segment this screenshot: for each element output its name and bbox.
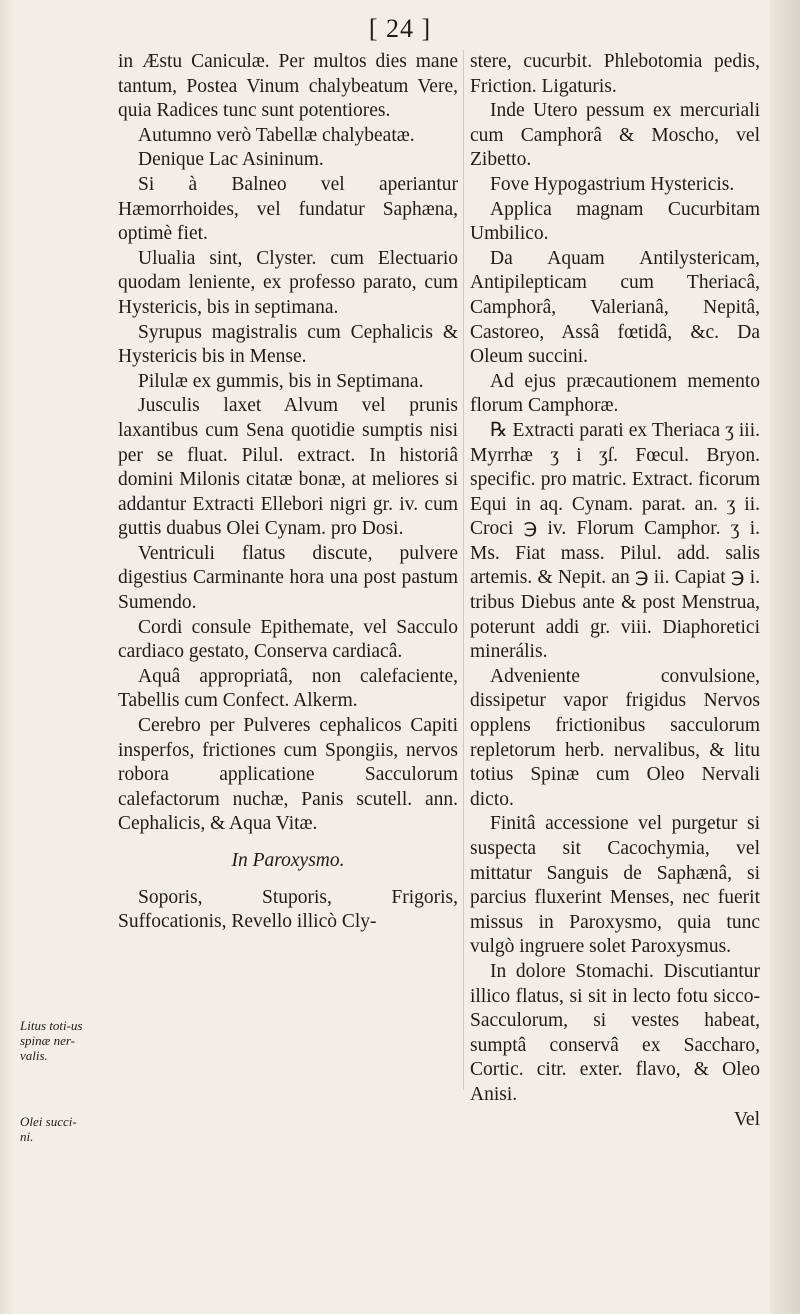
left-column-paragraph: Denique Lac Asininum. [138,149,324,171]
right-column-paragraph: Da Aquam Antilystericam, Antipilepticam cum Theriacâ, Camphorâ, Valerianâ, Nepitâ, Castoreo, Assâ fœtidâ, &c. Da Oleum succini. [470,247,760,368]
right-column-paragraph: ℞ Extracti parati ex Theriaca ʒ iii. Myrrhæ ʒ i ʒſ. Fœcul. Bryon. specific. pro matric. Extract. ficorum Equi in aq. Cynam. parat. an. ʒ ii. Croci ℈ iv. Florum Camphor. ʒ i. Ms. Fiat mass. Pilul. add. salis artemis. & Nepit. an ℈ ii. Capiat ℈ i. tribus Diebus ante & post Menstrua, poterunt addi gr. viii. Diaphoretici minerális. [470,419,760,663]
left-column-paragraph: Soporis, Stuporis, Frigoris, Suffocationis, Revello illicò Cly- [118,886,458,933]
right-column-paragraph: Applica magnam Cucurbitam Umbilico. [470,198,760,245]
left-column-paragraph: Jusculis laxet Alvum vel prunis laxantibus cum Sena quotidie sumptis nisi per se fluat. Pilul. extract. In historiâ domini Milonis citatæ bonæ, at meliores si addantur Extracti Ellebori nigri gr. iv. cum guttis duabus Olei Cynam. pro Dosi. [118,395,458,540]
right-column-paragraph: In dolore Stomachi. Discutiantur illico flatus, si sit in lecto fotu sicco-Sacculorum, si vestes habeat, sumptâ conservâ ex Saccharo, Cortic. citr. exter. flavo, & Oleo Anisi. [470,960,760,1105]
right-column-paragraph: Vel [734,1108,760,1130]
page-gutter [0,0,14,1314]
left-column-paragraph: Ulualia sint, Clyster. cum Electuario quodam leniente, ex professo parato, cum Hystericis, bis in septimana. [118,247,458,318]
column-divider [463,50,464,1090]
right-column-paragraph: Finitâ accessione vel purgetur si suspecta sit Cacochymia, vel mittatur Sanguis de Saphænâ, si parcius fluxerint Menses, nec fuerit missus in Paroxysmo, quia tunc vulgò ingruere solet Paroxysmus. [470,813,760,958]
left-column-paragraph: Autumno verò Tabellæ chalybeatæ. [138,124,415,146]
page-number-header: [ 24 ] [368,14,432,43]
page-edge [770,0,800,1314]
right-column-paragraph: stere, cucurbit. Phlebotomia pedis, Friction. Ligaturis. [470,51,760,97]
right-column-paragraph: Adveniente convulsione, dissipetur vapor frigidus Nervos opplens frictionibus sacculorum repletorum herb. nervalibus, & litu totius Spinæ cum Oleo Nervali dicto. [470,665,760,810]
right-column [470,50,760,1132]
left-column [118,50,458,935]
left-column-paragraph: Si à Balneo vel aperiantur Hæmorrhoides, vel fundatur Saphæna, optimè fiet. [118,173,458,245]
left-column-paragraph: Syrupus magistralis cum Cephalicis & Hystericis bis in Mense. [118,321,458,368]
left-column-paragraph: Cerebro per Pulveres cephalicos Capiti insperfos, frictiones cum Spongiis, nervos robora applicatione Sacculorum calefactorum nuchæ, Panis scutell. ann. Cephalicis, & Aqua Vitæ. [118,715,458,835]
left-column-paragraph: Pilulæ ex gummis, bis in Septimana. [138,370,424,392]
right-column-paragraph: Fove Hypogastrium Hystericis. [490,173,735,195]
left-column-paragraph: Cordi consule Epithemate, vel Sacculo cardiaco gestato, Conserva cardiacâ. [118,616,458,663]
margin-note-litus: Litus toti-us spinæ ner-valis. [20,1018,83,1063]
margin-note-olei: Olei succi-ni. [20,1114,77,1144]
left-column-paragraph: Ventriculi flatus discute, pulvere digestius Carminante hora una post pastum Sumendo. [118,542,458,614]
right-column-paragraph: Inde Utero pessum ex mercuriali cum Camphorâ & Moscho, vel Zibetto. [470,100,760,171]
left-column-paragraph: In Paroxysmo. [231,850,345,871]
left-column-paragraph: in Æstu Caniculæ. Per multos dies mane tantum, Postea Vinum chalybeatum Vere, quia Radices tunc sunt potentiores. [118,51,458,122]
left-column-paragraph: Aquâ appropriatâ, non calefaciente, Tabellis cum Confect. Alkerm. [118,665,458,712]
right-column-paragraph: Ad ejus præcautionem memento florum Camphoræ. [470,370,760,417]
